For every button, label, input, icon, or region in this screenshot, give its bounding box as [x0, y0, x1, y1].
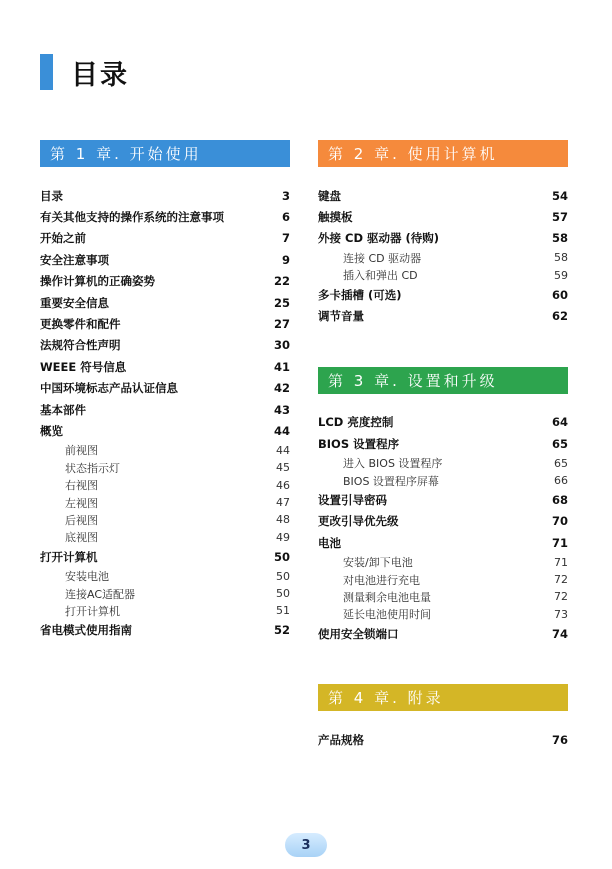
toc-entry-page: 7 — [281, 231, 290, 246]
toc-entry[interactable] — [40, 228, 290, 249]
toc-entry-title: 插入和弹出 CD — [343, 269, 418, 283]
toc-entry-list — [40, 185, 290, 641]
toc-entry-page: 41 — [273, 359, 290, 374]
toc-entry-page: 73 — [554, 607, 568, 621]
toc-entry-page: 71 — [551, 535, 568, 550]
toc-entry[interactable] — [318, 206, 568, 227]
toc-entry-title: 多卡插槽 (可选) — [318, 287, 402, 302]
toc-left-column — [40, 140, 290, 657]
toc-subentry[interactable] — [40, 476, 290, 493]
toc-entry-title: 开始之前 — [40, 231, 86, 246]
toc-entry-page: 52 — [273, 623, 290, 638]
toc-entry-page: 30 — [273, 338, 290, 353]
toc-entry-page: 57 — [551, 210, 568, 225]
toc-entry-title: 法规符合性声明 — [40, 338, 121, 353]
toc-entry-page: 44 — [273, 423, 290, 438]
toc-entry[interactable] — [40, 378, 290, 399]
toc-entry-page: 50 — [276, 587, 290, 600]
toc-entry-page: 49 — [276, 530, 290, 544]
chapter-header: 第 1 章. 开始使用 — [40, 140, 290, 167]
toc-entry-page: 47 — [276, 496, 290, 510]
toc-entry-title: 基本部件 — [40, 402, 86, 417]
toc-entry-title: 目录 — [40, 188, 63, 203]
toc-entry[interactable] — [318, 305, 568, 326]
toc-entry-title: 更改引导优先级 — [318, 514, 399, 529]
heading-accent-bar — [40, 54, 53, 90]
toc-entry[interactable] — [318, 284, 568, 305]
toc-entry[interactable] — [40, 420, 290, 441]
page-title: 目录 — [71, 59, 129, 91]
toc-entry[interactable] — [40, 356, 290, 377]
toc-subentry[interactable] — [40, 585, 290, 602]
toc-subentry[interactable] — [318, 249, 568, 266]
toc-entry-page: 70 — [551, 514, 568, 529]
toc-subentry[interactable] — [318, 588, 568, 605]
toc-entry-title: 概览 — [40, 423, 63, 438]
chapter-header: 第 3 章. 设置和升级 — [318, 367, 568, 394]
toc-entry[interactable] — [318, 228, 568, 249]
toc-entry[interactable] — [40, 292, 290, 313]
toc-entry[interactable] — [318, 489, 568, 510]
toc-entry-title: 连接AC适配器 — [65, 587, 136, 601]
toc-entry[interactable] — [318, 412, 568, 433]
toc-subentry[interactable] — [318, 267, 568, 284]
toc-entry-page: 54 — [551, 188, 568, 203]
toc-entry-list — [318, 412, 568, 645]
toc-entry-title: WEEE 符号信息 — [40, 359, 127, 374]
toc-entry-page: 58 — [554, 251, 568, 265]
toc-entry-page: 68 — [551, 492, 568, 507]
toc-entry-page: 72 — [554, 590, 568, 604]
toc-entry[interactable] — [40, 271, 290, 292]
toc-entry-title: 后视图 — [65, 513, 98, 527]
toc-entry[interactable] — [318, 433, 568, 454]
toc-entry[interactable] — [40, 335, 290, 356]
toc-entry-list — [318, 729, 568, 750]
toc-entry-title: 中国环境标志产品认证信息 — [40, 381, 178, 396]
toc-entry-page: 51 — [276, 604, 290, 618]
toc-entry-title: 更换零件和配件 — [40, 317, 121, 332]
toc-entry-page: 66 — [554, 474, 568, 488]
toc-entry[interactable] — [318, 511, 568, 532]
toc-subentry[interactable] — [318, 606, 568, 623]
toc-entry-page: 74 — [551, 626, 568, 641]
toc-entry[interactable] — [318, 729, 568, 750]
chapter-header: 第 2 章. 使用计算机 — [318, 140, 568, 167]
toc-entry-page: 27 — [273, 317, 290, 332]
toc-entry-title: LCD 亮度控制 — [318, 415, 394, 430]
toc-entry[interactable] — [40, 546, 290, 567]
toc-right-column — [318, 140, 568, 767]
toc-entry-title: BIOS 设置程序屏幕 — [343, 474, 439, 488]
toc-entry-title: 底视图 — [65, 531, 98, 545]
toc-subentry[interactable] — [40, 529, 290, 546]
chapter-section — [40, 140, 290, 641]
toc-entry-title: 进入 BIOS 设置程序 — [343, 457, 443, 471]
toc-entry-page: 64 — [551, 415, 568, 430]
toc-entry-page: 43 — [273, 402, 290, 417]
toc-entry-title: 前视图 — [65, 444, 98, 458]
page-number-badge: 3 — [285, 833, 327, 857]
toc-subentry[interactable] — [40, 494, 290, 511]
toc-entry-page: 22 — [273, 274, 290, 289]
toc-entry-page: 45 — [276, 461, 290, 475]
chapter-section — [318, 684, 568, 750]
toc-entry[interactable] — [40, 185, 290, 206]
toc-entry-page: 62 — [551, 309, 568, 324]
toc-entry-page: 72 — [554, 573, 568, 587]
toc-entry-page: 9 — [281, 252, 290, 267]
toc-entry-title: 有关其他支持的操作系统的注意事项 — [40, 210, 224, 225]
chapter-section — [318, 140, 568, 327]
toc-entry-page: 50 — [273, 549, 290, 564]
toc-entry-title: 省电模式使用指南 — [40, 623, 132, 638]
toc-entry-title: 外接 CD 驱动器 (待购) — [318, 231, 440, 246]
toc-entry-title: 键盘 — [318, 188, 341, 203]
toc-entry[interactable] — [318, 623, 568, 644]
toc-entry-page: 25 — [273, 295, 290, 310]
toc-entry-title: 右视图 — [65, 479, 98, 493]
toc-entry-page: 59 — [554, 268, 568, 282]
toc-subentry[interactable] — [40, 459, 290, 476]
toc-entry[interactable] — [40, 249, 290, 270]
toc-entry-title: 触摸板 — [318, 210, 353, 225]
toc-entry-title: 左视图 — [65, 496, 98, 510]
toc-entry-title: 电池 — [318, 535, 341, 550]
toc-subentry[interactable] — [40, 602, 290, 619]
toc-entry-list — [318, 185, 568, 327]
toc-entry-title: 调节音量 — [318, 309, 364, 324]
toc-entry-page: 3 — [281, 188, 290, 203]
toc-entry-page: 65 — [551, 436, 568, 451]
toc-entry-page: 46 — [276, 478, 290, 492]
toc-subentry[interactable] — [40, 567, 290, 584]
toc-entry-title: 连接 CD 驱动器 — [343, 251, 422, 265]
toc-entry-title: BIOS 设置程序 — [318, 436, 400, 451]
toc-entry-title: 操作计算机的正确姿势 — [40, 274, 155, 289]
toc-entry-page: 50 — [276, 569, 290, 583]
toc-entry-page: 42 — [273, 381, 290, 396]
toc-entry-page: 71 — [554, 555, 568, 569]
page-heading — [40, 54, 129, 90]
toc-entry-page: 58 — [551, 231, 568, 246]
toc-entry-title: 打开计算机 — [40, 549, 98, 564]
toc-entry-title: 重要安全信息 — [40, 295, 109, 310]
toc-entry-page: 6 — [281, 210, 290, 225]
toc-entry-title: 打开计算机 — [65, 604, 120, 618]
toc-entry-title: 产品规格 — [318, 733, 364, 748]
toc-entry-title: 安装电池 — [65, 570, 109, 584]
chapter-header: 第 4 章. 附录 — [318, 684, 568, 711]
toc-entry-title: 延长电池使用时间 — [343, 608, 431, 622]
toc-entry[interactable] — [40, 620, 290, 641]
toc-entry-page: 76 — [551, 733, 568, 748]
toc-entry-page: 60 — [551, 287, 568, 302]
toc-entry[interactable] — [318, 185, 568, 206]
toc-entry-title: 测量剩余电池电量 — [343, 590, 431, 604]
toc-subentry[interactable] — [40, 511, 290, 528]
toc-entry-title: 设置引导密码 — [318, 492, 387, 507]
toc-entry[interactable] — [40, 206, 290, 227]
toc-entry-page: 48 — [276, 513, 290, 527]
toc-entry[interactable] — [40, 399, 290, 420]
toc-subentry[interactable] — [318, 455, 568, 472]
toc-entry-title: 使用安全锁端口 — [318, 626, 399, 641]
toc-subentry[interactable] — [40, 442, 290, 459]
chapter-section — [318, 367, 568, 645]
toc-entry-title: 对电池进行充电 — [343, 573, 420, 587]
toc-entry[interactable] — [40, 313, 290, 334]
toc-entry-title: 安装/卸下电池 — [343, 556, 413, 570]
toc-entry-title: 安全注意事项 — [40, 252, 109, 267]
toc-entry-page: 65 — [554, 456, 568, 470]
toc-subentry[interactable] — [318, 472, 568, 489]
toc-entry-title: 状态指示灯 — [65, 461, 120, 475]
toc-entry-page: 44 — [276, 443, 290, 457]
toc-entry[interactable] — [318, 532, 568, 553]
toc-subentry[interactable] — [318, 553, 568, 570]
toc-subentry[interactable] — [318, 571, 568, 588]
